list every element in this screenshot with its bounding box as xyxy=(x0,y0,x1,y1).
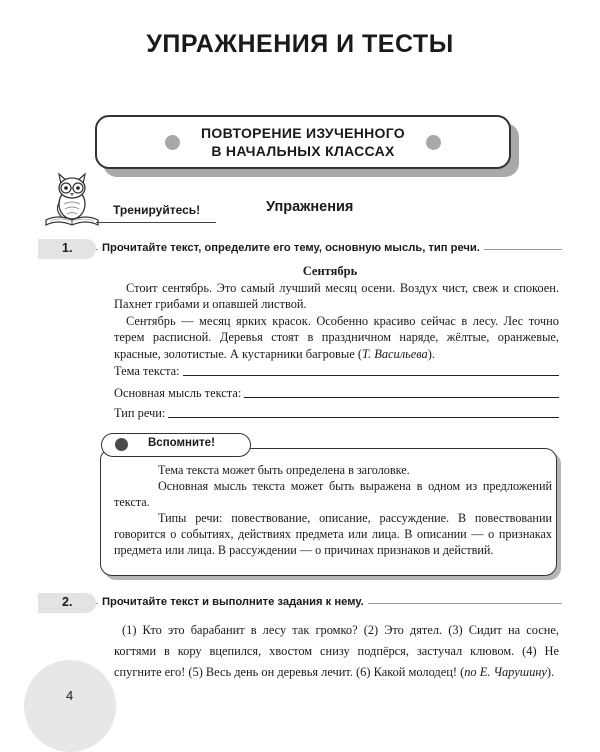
main-idea-field-label: Основная мысль текста: xyxy=(114,386,242,400)
exercises-heading: Упражнения xyxy=(266,199,354,215)
text-title: Сентябрь xyxy=(302,264,358,278)
task-2-instruction: Прочитайте текст и выполните задания к нему. xyxy=(98,596,368,608)
main-idea-answer-line[interactable] xyxy=(244,397,559,398)
author-name: Т. Васильева xyxy=(361,346,428,361)
training-underline xyxy=(96,222,216,223)
task-1-paragraph-1: Стоит сентябрь. Это самый лучший месяц осени. Воздух чист, свеж и спокоен. Пахнет грибами и опавшей листвой. xyxy=(114,281,559,312)
paragraph-2-end: ). xyxy=(427,346,435,361)
task-1-instruction: Прочитайте текст, определите его тему, основную мысль, тип речи. xyxy=(98,242,484,254)
main-idea-field[interactable] xyxy=(114,386,559,401)
remember-tab xyxy=(101,433,251,457)
page-title: УПРАЖНЕНИЯ И ТЕСТЫ xyxy=(146,30,454,58)
task-2-text-end: ). xyxy=(546,665,555,679)
owl-with-book-icon xyxy=(40,168,104,232)
topic-field-label: Тема текста: xyxy=(114,364,180,378)
task-1-paragraph-2 xyxy=(114,313,559,362)
section-banner xyxy=(95,115,511,169)
training-label: Тренируйтесь! xyxy=(113,203,201,217)
speech-type-field[interactable] xyxy=(114,406,559,421)
task-2-header xyxy=(38,593,562,613)
banner-line-1: ПОВТОРЕНИЕ ИЗУЧЕННОГО xyxy=(201,125,405,141)
remember-paragraph-2: Основная мысль текста может быть выражена в одном из предложений текста. xyxy=(114,479,552,509)
page-number: 4 xyxy=(66,688,74,703)
speech-type-answer-line[interactable] xyxy=(168,417,559,418)
topic-field[interactable] xyxy=(114,364,559,379)
remember-paragraph-1: Тема текста может быть определена в заголовке. xyxy=(158,463,410,477)
task-2-number: 2. xyxy=(62,595,73,609)
remember-dot xyxy=(115,438,128,451)
task-1-header xyxy=(38,239,562,259)
paragraph-2-text: Сентябрь — месяц ярких красок. Особенно красиво сейчас в лесу. Лес точно терем расписной. Деревья стоят в праздничном наряде, жёлтые, оранжевые, красные, золотистые. А кустарники багровые ( xyxy=(114,314,559,361)
speech-type-field-label: Тип речи: xyxy=(114,406,166,420)
banner-title xyxy=(97,124,509,160)
page-number-circle xyxy=(24,660,116,752)
remember-paragraph-3: Типы речи: повествование, описание, рассуждение. В повествовании говорится о событиях, действиях предмета или лица. В описании — о признаках предмета или лица. В рассуждении — о причинах признаков и действий. xyxy=(114,511,552,557)
topic-answer-line[interactable] xyxy=(183,375,559,376)
task-2-text xyxy=(114,620,559,683)
task-2-author: по Е. Чарушину xyxy=(464,665,547,679)
banner-line-2: В НАЧАЛЬНЫХ КЛАССАХ xyxy=(211,143,395,159)
task-2-text-main: (1) Кто это барабанит в лесу так громко? (2) Это дятел. (3) Сидит на сосне, когтями в кору вцепился, хвостом снизу подпёрся, застучал клювом. (4) Не спугните его! (5) Весь день он деревья лечит. (6) Какой молодец! ( xyxy=(114,623,559,679)
task-1-number: 1. xyxy=(62,241,73,255)
remember-label: Вспомните! xyxy=(148,437,215,449)
